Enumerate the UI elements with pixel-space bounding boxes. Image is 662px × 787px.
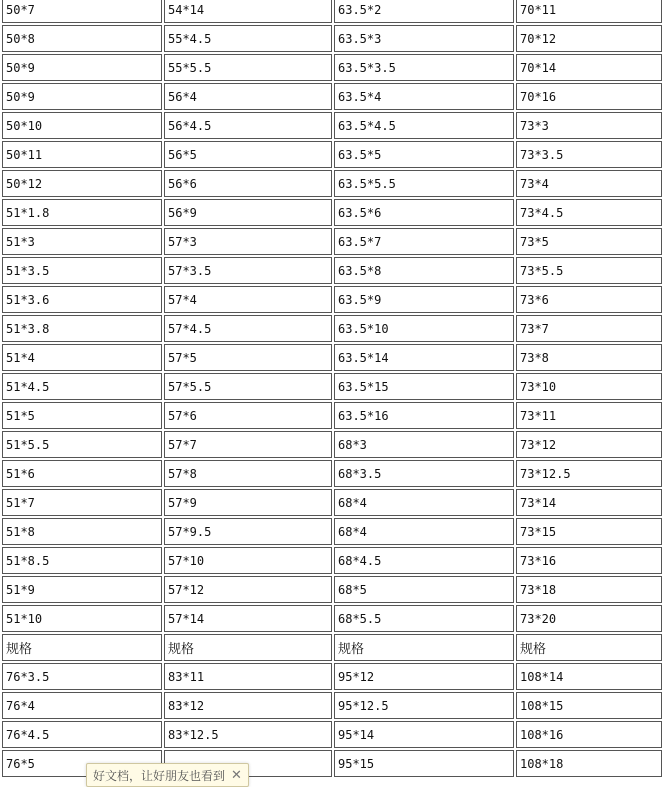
table-cell: 50*9 xyxy=(2,83,162,110)
table-cell: 73*20 xyxy=(516,605,662,632)
table-cell: 57*7 xyxy=(164,431,332,458)
table-cell: 63.5*7 xyxy=(334,228,514,255)
table-cell: 73*12.5 xyxy=(516,460,662,487)
table-cell: 50*12 xyxy=(2,170,162,197)
table-cell: 57*4 xyxy=(164,286,332,313)
table-cell: 63.5*6 xyxy=(334,199,514,226)
table-cell: 76*5 xyxy=(2,750,162,777)
table-cell: 50*8 xyxy=(2,25,162,52)
table-cell: 63.5*15 xyxy=(334,373,514,400)
table-cell: 63.5*2 xyxy=(334,0,514,23)
spec-table-body xyxy=(2,0,662,777)
table-cell: 63.5*9 xyxy=(334,286,514,313)
table-cell: 73*3.5 xyxy=(516,141,662,168)
table-cell: 51*5 xyxy=(2,402,162,429)
table-cell: 70*12 xyxy=(516,25,662,52)
table-cell: 54*14 xyxy=(164,0,332,23)
table-cell: 51*4.5 xyxy=(2,373,162,400)
table-cell: 63.5*3.5 xyxy=(334,54,514,81)
table-cell: 108*16 xyxy=(516,721,662,748)
table-cell: 95*12.5 xyxy=(334,692,514,719)
table-row xyxy=(2,257,662,284)
table-row xyxy=(2,721,662,748)
table-cell: 57*9 xyxy=(164,489,332,516)
table-cell: 63.5*8 xyxy=(334,257,514,284)
table-row xyxy=(2,576,662,603)
table-cell: 63.5*5.5 xyxy=(334,170,514,197)
table-cell: 63.5*4 xyxy=(334,83,514,110)
table-cell: 95*12 xyxy=(334,663,514,690)
table-cell: 73*4 xyxy=(516,170,662,197)
table-row xyxy=(2,315,662,342)
table-cell: 规格 xyxy=(2,634,162,661)
table-cell: 73*10 xyxy=(516,373,662,400)
table-cell: 规格 xyxy=(164,634,332,661)
table-cell: 51*6 xyxy=(2,460,162,487)
table-row xyxy=(2,141,662,168)
table-row xyxy=(2,692,662,719)
table-cell: 57*9.5 xyxy=(164,518,332,545)
table-cell: 50*7 xyxy=(2,0,162,23)
table-cell: 73*5 xyxy=(516,228,662,255)
table-cell: 73*5.5 xyxy=(516,257,662,284)
table-cell: 57*14 xyxy=(164,605,332,632)
table-cell: 51*8 xyxy=(2,518,162,545)
table-cell: 56*6 xyxy=(164,170,332,197)
table-cell: 57*4.5 xyxy=(164,315,332,342)
table-cell: 95*14 xyxy=(334,721,514,748)
share-toast[interactable] xyxy=(86,763,249,787)
table-row xyxy=(2,431,662,458)
table-row xyxy=(2,373,662,400)
table-cell: 50*9 xyxy=(2,54,162,81)
table-cell: 57*8 xyxy=(164,460,332,487)
table-row xyxy=(2,344,662,371)
table-row xyxy=(2,286,662,313)
table-cell: 56*5 xyxy=(164,141,332,168)
table-cell: 规格 xyxy=(334,634,514,661)
table-cell: 规格 xyxy=(516,634,662,661)
table-cell: 73*3 xyxy=(516,112,662,139)
table-cell: 73*12 xyxy=(516,431,662,458)
table-cell: 57*10 xyxy=(164,547,332,574)
table-cell: 63.5*16 xyxy=(334,402,514,429)
table-cell: 63.5*10 xyxy=(334,315,514,342)
table-cell: 73*4.5 xyxy=(516,199,662,226)
table-row xyxy=(2,460,662,487)
table-row xyxy=(2,663,662,690)
table-row xyxy=(2,0,662,23)
table-cell: 57*5.5 xyxy=(164,373,332,400)
share-toast-text: 好文档，让好朋友也看到 xyxy=(93,768,226,783)
table-cell: 68*4 xyxy=(334,489,514,516)
table-cell: 68*5.5 xyxy=(334,605,514,632)
table-cell: 73*11 xyxy=(516,402,662,429)
table-cell: 56*9 xyxy=(164,199,332,226)
close-icon[interactable]: ✕ xyxy=(231,767,242,783)
table-row xyxy=(2,199,662,226)
table-cell: 83*11 xyxy=(164,663,332,690)
table-cell: 68*5 xyxy=(334,576,514,603)
table-cell: 70*16 xyxy=(516,83,662,110)
table-row xyxy=(2,112,662,139)
table-cell: 63.5*14 xyxy=(334,344,514,371)
table-cell: 50*11 xyxy=(2,141,162,168)
table-cell: 63.5*3 xyxy=(334,25,514,52)
table-row xyxy=(2,83,662,110)
table-cell: 68*4.5 xyxy=(334,547,514,574)
table-row xyxy=(2,25,662,52)
table-cell: 70*14 xyxy=(516,54,662,81)
table-cell: 57*12 xyxy=(164,576,332,603)
table-cell: 95*15 xyxy=(334,750,514,777)
table-cell: 108*14 xyxy=(516,663,662,690)
table-row xyxy=(2,518,662,545)
table-cell: 73*6 xyxy=(516,286,662,313)
table-cell: 63.5*5 xyxy=(334,141,514,168)
table-cell: 51*1.8 xyxy=(2,199,162,226)
table-cell: 51*9 xyxy=(2,576,162,603)
table-cell: 76*4.5 xyxy=(2,721,162,748)
table-row xyxy=(2,605,662,632)
table-row xyxy=(2,170,662,197)
table-cell: 57*3.5 xyxy=(164,257,332,284)
table-cell: 73*15 xyxy=(516,518,662,545)
table-cell: 57*6 xyxy=(164,402,332,429)
table-cell: 51*3.8 xyxy=(2,315,162,342)
table-cell: 57*3 xyxy=(164,228,332,255)
table-cell: 51*3.5 xyxy=(2,257,162,284)
table-cell: 56*4.5 xyxy=(164,112,332,139)
table-cell: 51*7 xyxy=(2,489,162,516)
table-cell: 68*3 xyxy=(334,431,514,458)
table-cell: 73*16 xyxy=(516,547,662,574)
table-cell: 68*3.5 xyxy=(334,460,514,487)
table-row xyxy=(2,228,662,255)
table-cell: 51*3.6 xyxy=(2,286,162,313)
table-row xyxy=(2,547,662,574)
table-cell: 73*7 xyxy=(516,315,662,342)
table-cell: 76*3.5 xyxy=(2,663,162,690)
table-cell: 51*5.5 xyxy=(2,431,162,458)
table-cell: 108*15 xyxy=(516,692,662,719)
table-row xyxy=(2,634,662,661)
table-cell: 108*18 xyxy=(516,750,662,777)
table-row xyxy=(2,489,662,516)
table-cell: 83*12.5 xyxy=(164,721,332,748)
table-cell: 57*5 xyxy=(164,344,332,371)
table-cell: 68*4 xyxy=(334,518,514,545)
table-row xyxy=(2,54,662,81)
table-cell: 51*3 xyxy=(2,228,162,255)
table-cell: 83*12 xyxy=(164,692,332,719)
table-cell: 73*14 xyxy=(516,489,662,516)
table-cell: 50*10 xyxy=(2,112,162,139)
table-cell: 51*10 xyxy=(2,605,162,632)
table-cell: 73*8 xyxy=(516,344,662,371)
table-cell: 55*5.5 xyxy=(164,54,332,81)
table-cell: 51*8.5 xyxy=(2,547,162,574)
table-cell: 70*11 xyxy=(516,0,662,23)
table-cell: 73*18 xyxy=(516,576,662,603)
table-cell: 56*4 xyxy=(164,83,332,110)
table-cell: 76*4 xyxy=(2,692,162,719)
table-cell: 63.5*4.5 xyxy=(334,112,514,139)
table-cell: 51*4 xyxy=(2,344,162,371)
table-cell: 55*4.5 xyxy=(164,25,332,52)
table-row xyxy=(2,402,662,429)
